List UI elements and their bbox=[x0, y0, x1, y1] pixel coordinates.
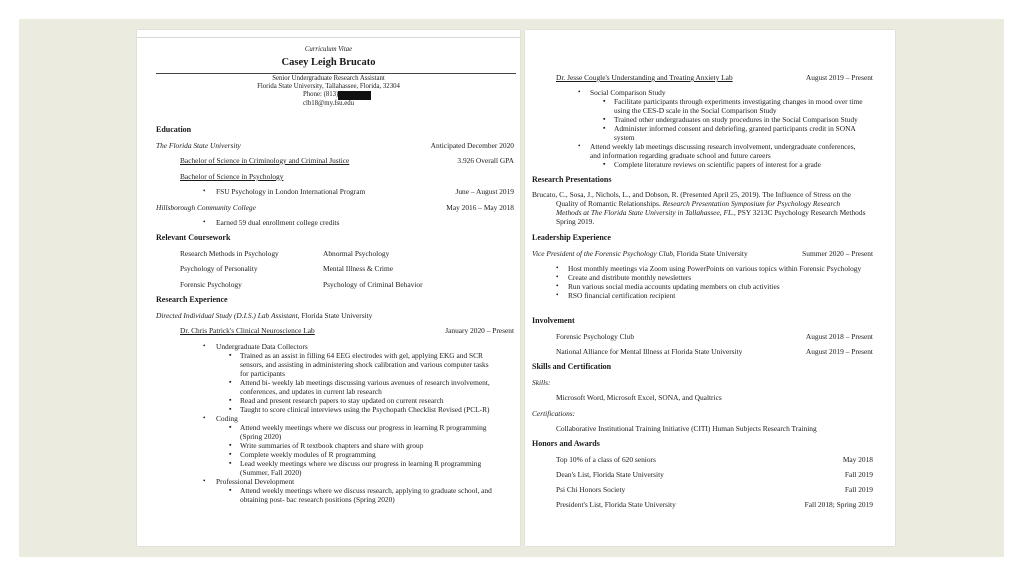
bullet: • bbox=[556, 264, 559, 272]
leadership-role bbox=[532, 249, 748, 258]
sub-bullet: ▪ bbox=[229, 396, 232, 404]
honor-date: Fall 2018; Spring 2019 bbox=[804, 500, 873, 509]
presentation-title: Quality of Romantic Relationships. bbox=[556, 199, 661, 208]
coursework-heading: Relevant Coursework bbox=[156, 233, 231, 242]
bullet: • bbox=[203, 218, 206, 226]
sc-item: Facilitate participants through experiments investigating changes in mood over time bbox=[614, 97, 863, 106]
professional-development: Professional Development bbox=[216, 477, 295, 486]
course-item: Abnormal Psychology bbox=[323, 249, 390, 258]
honor-item: President's List, Florida State University bbox=[556, 500, 676, 509]
involvement-date: August 2018 – Present bbox=[805, 332, 873, 341]
honor-date: May 2018 bbox=[842, 455, 873, 464]
skills-heading: Skills and Certification bbox=[532, 362, 612, 371]
coding-item: (Spring 2020) bbox=[240, 432, 282, 441]
course-item: Mental Illness & Crime bbox=[323, 264, 393, 273]
leadership-item: RSO financial certification recipient bbox=[568, 291, 676, 300]
prof-item: obtaining post- bac research positions (Spring 2020) bbox=[240, 495, 395, 504]
coding-item: Attend weekly meetings where we discuss our progress in learning R programming bbox=[240, 423, 487, 432]
dis-place: Florida State University bbox=[301, 311, 373, 320]
leadership-title: Vice President of the Forensic Psychology Club, bbox=[532, 249, 675, 258]
dis-title: Directed Individual Study (D.I.S.) Lab Assistant, bbox=[156, 311, 300, 320]
udc-item: Read and present research papers to stay updated on current research bbox=[240, 396, 444, 405]
sub-bullet: ▪ bbox=[229, 351, 232, 359]
udc-item: conferences, and updates in current lab research bbox=[240, 387, 382, 396]
lab-meetings: and information regarding graduate school and future careers bbox=[590, 151, 771, 160]
sc-item: using the CES-D scale in the Social Comparison Study bbox=[614, 106, 777, 115]
cert-text: Collaborative Institutional Training Initiative (CITI) Human Subjects Research Training bbox=[556, 424, 817, 433]
dis-line bbox=[156, 311, 372, 320]
lab-cougle-date: August 2019 – Present bbox=[805, 73, 873, 82]
london-program-date: June – August 2019 bbox=[455, 187, 514, 196]
page-top-border bbox=[137, 37, 520, 38]
involvement-item: National Alliance for Mental Illness at Florida State University bbox=[556, 347, 743, 356]
degree-criminology: Bachelor of Science in Criminology and Criminal Justice bbox=[180, 156, 350, 165]
coding: Coding bbox=[216, 414, 238, 423]
education-heading: Education bbox=[156, 125, 192, 134]
honor-date: Fall 2019 bbox=[844, 470, 873, 479]
bullet: • bbox=[578, 88, 581, 96]
involvement-date: August 2019 – Present bbox=[805, 347, 873, 356]
lab-patrick: Dr. Chris Patrick's Clinical Neuroscience Lab bbox=[180, 326, 315, 335]
cv-position: Senior Undergraduate Research Assistant bbox=[272, 75, 385, 82]
school-hcc: Hillsborough Community College bbox=[156, 203, 256, 212]
course-item: Psychology of Criminal Behavior bbox=[323, 280, 423, 289]
cv-address: Florida State University, Tallahassee, Florida, 32304 bbox=[257, 83, 400, 90]
sub-bullet: ▪ bbox=[229, 459, 232, 467]
sc-item: system bbox=[614, 133, 635, 142]
sub-bullet: ▪ bbox=[603, 115, 606, 123]
sub-bullet: ▪ bbox=[603, 97, 606, 105]
bullet: • bbox=[203, 414, 206, 422]
sub-bullet: ▪ bbox=[603, 160, 606, 168]
prof-item: Attend weekly meetings where we discuss research, applying to graduate school, and bbox=[240, 486, 492, 495]
udc-item: for participants bbox=[240, 369, 285, 378]
bullet: • bbox=[556, 273, 559, 281]
involvement-item: Forensic Psychology Club bbox=[556, 332, 635, 341]
presentation-course: PSY 3213C Psychology Research Methods bbox=[737, 208, 866, 217]
lab-meetings: Attend weekly lab meetings discussing research involvement, undergraduate conferences, bbox=[590, 142, 856, 151]
coding-item: Write summaries of R textbook chapters and share with group bbox=[240, 441, 424, 450]
honor-item: Dean's List, Florida State University bbox=[556, 470, 664, 479]
presentation-line: Spring 2019. bbox=[556, 217, 595, 226]
bullet: • bbox=[578, 142, 581, 150]
leadership-place: Florida State University bbox=[676, 249, 748, 258]
presentation-venue: Research Presentation Symposium for Psychology Research bbox=[662, 199, 841, 208]
coding-item: Lead weekly meetings where we discuss our progress in learning R programming bbox=[240, 459, 482, 468]
bullet: • bbox=[556, 291, 559, 299]
presentation-line: Brucato, C., Sosa, J., Nichols, L., and Dobson, R. (Presented April 25, 2019). The Influence of Stress on the bbox=[532, 190, 852, 199]
dual-enrollment: Earned 59 dual enrollment college credits bbox=[216, 218, 340, 227]
course-item: Psychology of Personality bbox=[180, 264, 258, 273]
london-program: FSU Psychology in London International Program bbox=[216, 187, 366, 196]
leadership-date: Summer 2020 – Present bbox=[802, 249, 873, 258]
lab-patrick-date: January 2020 – Present bbox=[445, 326, 514, 335]
sub-bullet: ▪ bbox=[229, 405, 232, 413]
bullet: • bbox=[556, 282, 559, 290]
bullet: • bbox=[203, 187, 206, 195]
bullet: • bbox=[203, 342, 206, 350]
cv-heading: Curriculum Vitae bbox=[304, 46, 353, 53]
school-hcc-date: May 2016 – May 2018 bbox=[446, 203, 514, 212]
course-item: Forensic Psychology bbox=[180, 280, 242, 289]
sub-bullet: ▪ bbox=[229, 423, 232, 431]
honor-item: Psi Chi Honors Society bbox=[556, 485, 626, 494]
lab-cougle: Dr. Jesse Cougle's Understanding and Treating Anxiety Lab bbox=[556, 73, 733, 82]
cv-email: clb18@my.fsu.edu bbox=[302, 100, 355, 107]
cv-page-2 bbox=[525, 30, 895, 546]
degree-psychology: Bachelor of Science in Psychology bbox=[180, 172, 284, 181]
sc-item: Administer informed consent and debriefing, granted participants credit in SONA bbox=[614, 124, 856, 133]
bullet: • bbox=[203, 477, 206, 485]
leadership-heading: Leadership Experience bbox=[532, 233, 611, 242]
sub-bullet: ▪ bbox=[229, 441, 232, 449]
phone-redaction bbox=[338, 91, 371, 100]
presentation-line bbox=[556, 208, 865, 217]
presentation-venue: Methods at The Florida State University in Tallahassee, FL., bbox=[556, 208, 736, 217]
course-item: Research Methods in Psychology bbox=[180, 249, 279, 258]
school-fsu-date: Anticipated December 2020 bbox=[430, 141, 514, 150]
school-fsu: The Florida State University bbox=[156, 141, 241, 150]
data-collectors: Undergraduate Data Collectors bbox=[216, 342, 308, 351]
sc-item: Trained other undergraduates on study procedures in the Social Comparison Study bbox=[614, 115, 858, 124]
udc-item: Taught to score clinical interviews using the Psychopath Checklist Revised (PCL-R) bbox=[240, 405, 490, 414]
sub-bullet: ▪ bbox=[603, 124, 606, 132]
skills-label: Skills: bbox=[532, 378, 551, 387]
honor-date: Fall 2019 bbox=[844, 485, 873, 494]
sub-bullet: ▪ bbox=[229, 378, 232, 386]
lit-review: Complete literature reviews on scientific papers of interest for a grade bbox=[614, 160, 821, 169]
skills-text: Microsoft Word, Microsoft Excel, SONA, and Qualtrics bbox=[556, 393, 722, 402]
cv-phone: Phone: (813) bbox=[303, 91, 339, 98]
udc-item: sensors, and assisting in administering shock calibration and various computer tasks bbox=[240, 360, 489, 369]
udc-item: Trained as an assist in filling 64 EEG electrodes with gel, applying EKG and SCR bbox=[240, 351, 483, 360]
sub-bullet: ▪ bbox=[229, 450, 232, 458]
leadership-item: Host monthly meetings via Zoom using PowerPoints on various topics within Forensic Psychology bbox=[568, 264, 862, 273]
social-comparison: Social Comparison Study bbox=[590, 88, 666, 97]
sub-bullet: ▪ bbox=[229, 486, 232, 494]
coding-item: Complete weekly modules of R programming bbox=[240, 450, 376, 459]
honors-heading: Honors and Awards bbox=[532, 439, 600, 448]
udc-item: Attend bi- weekly lab meetings discussing various avenues of research involvement, bbox=[240, 378, 490, 387]
leadership-item: Run various social media accounts updating members on club activities bbox=[568, 282, 780, 291]
presentations-heading: Research Presentations bbox=[532, 175, 612, 184]
involvement-heading: Involvement bbox=[532, 316, 575, 325]
presentation-line bbox=[556, 199, 840, 208]
cert-label: Certifications: bbox=[532, 409, 576, 418]
name-divider bbox=[156, 73, 516, 74]
leadership-item: Create and distribute monthly newsletters bbox=[568, 273, 692, 282]
coding-item: (Summer, Fall 2020) bbox=[240, 468, 302, 477]
degree-gpa: 3.926 Overall GPA bbox=[457, 156, 514, 165]
honor-item: Top 10% of a class of 620 seniors bbox=[556, 455, 656, 464]
cv-name: Casey Leigh Brucato bbox=[281, 57, 376, 68]
cv-page-1 bbox=[137, 30, 520, 546]
research-heading: Research Experience bbox=[156, 295, 228, 304]
